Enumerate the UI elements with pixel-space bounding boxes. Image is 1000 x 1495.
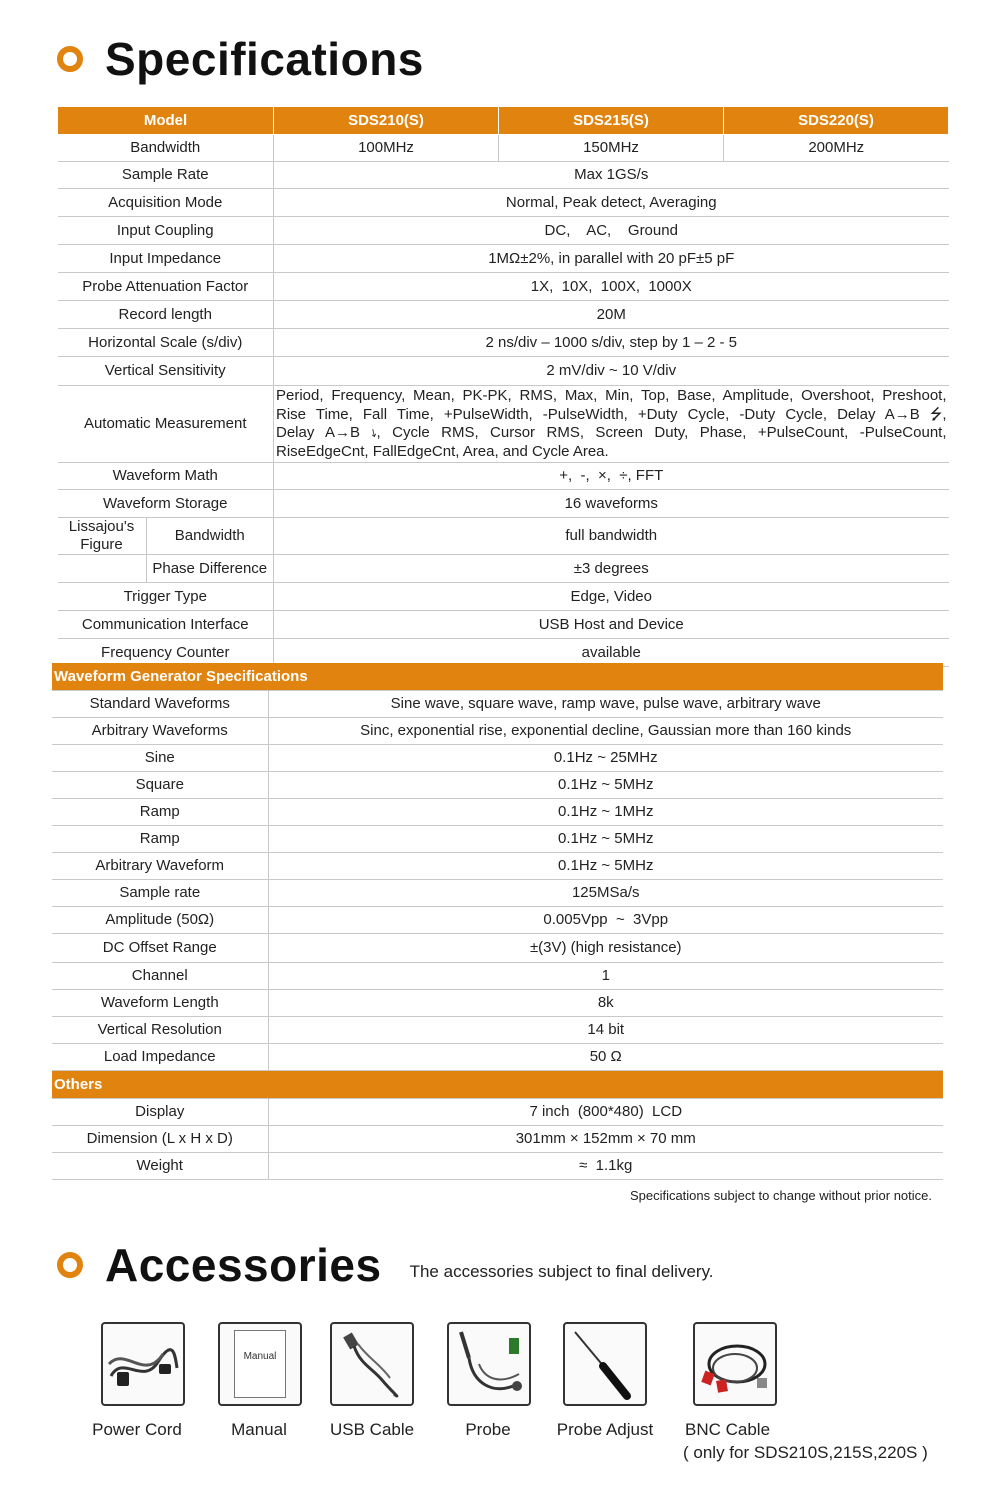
- cell-value: 16 waveforms: [274, 490, 949, 518]
- waveform-generator-table: [52, 663, 943, 1180]
- table-row: [58, 386, 949, 463]
- waveform-generator-title: Waveform Generator Specifications: [52, 663, 943, 691]
- header-model: Model: [58, 107, 274, 135]
- cell-value: 1X, 10X, 100X, 1000X: [274, 273, 949, 301]
- section-band: [52, 663, 943, 691]
- row-label: Channel: [52, 963, 268, 990]
- lissajous-group: [58, 518, 274, 555]
- cell-value: 2 ns/div – 1000 s/div, step by 1 – 2 - 5: [274, 329, 949, 357]
- cell-value: 0.1Hz ~ 5MHz: [268, 772, 943, 799]
- lissajous-group: [58, 555, 274, 583]
- table-row: [58, 301, 949, 329]
- cell-value: DC, AC, Ground: [274, 217, 949, 245]
- row-label: Load Impedance: [52, 1044, 268, 1071]
- cell-value: 0.1Hz ~ 1MHz: [268, 799, 943, 826]
- table-row: [52, 1126, 943, 1153]
- lissajous-label: Lissajou's Figure: [58, 518, 147, 554]
- accessory-note: ( only for SDS210S,215S,220S ): [683, 1443, 928, 1462]
- cell-value: Sine wave, square wave, ramp wave, pulse wave, arbitrary wave: [268, 691, 943, 718]
- row-label: Trigger Type: [58, 583, 274, 611]
- table-row: [58, 135, 949, 162]
- probe-adjust-icon: [563, 1322, 647, 1406]
- cell-value: 20M: [274, 301, 949, 329]
- row-label: Waveform Length: [52, 990, 268, 1017]
- cell-value: 7 inch (800*480) LCD: [268, 1099, 943, 1126]
- cell-value: USB Host and Device: [274, 611, 949, 639]
- table-row: [52, 1153, 943, 1180]
- table-row: [58, 490, 949, 518]
- row-label: Acquisition Mode: [58, 189, 274, 217]
- accessory-probe-adjust: [555, 1322, 655, 1440]
- row-label: Ramp: [52, 799, 268, 826]
- row-label: Weight: [52, 1153, 268, 1180]
- cell-value: 14 bit: [268, 1017, 943, 1044]
- cell-value: full bandwidth: [274, 518, 949, 555]
- table-row: [52, 853, 943, 880]
- manual-document: Manual: [234, 1330, 286, 1398]
- table-row: [52, 907, 943, 934]
- cell-value: Sinc, exponential rise, exponential decline, Gaussian more than 160 kinds: [268, 718, 943, 745]
- table-row: [52, 745, 943, 772]
- cell-value: 200MHz: [724, 135, 949, 162]
- header-sds220: SDS220(S): [724, 107, 949, 135]
- row-label: Sample rate: [52, 880, 268, 907]
- circle-bullet-icon: [57, 46, 83, 72]
- row-label: Waveform Math: [58, 463, 274, 490]
- accessory-power-cord: [92, 1322, 182, 1440]
- cell-value: ±3 degrees: [274, 555, 949, 583]
- cell-value: 0.1Hz ~ 25MHz: [268, 745, 943, 772]
- cell-value: ≈ 1.1kg: [268, 1153, 943, 1180]
- accessory-bnc-cable: [683, 1322, 928, 1463]
- row-label: Communication Interface: [58, 611, 274, 639]
- table-row: [52, 1017, 943, 1044]
- table-row: [52, 691, 943, 718]
- table-row: [58, 583, 949, 611]
- cell-value: 0.1Hz ~ 5MHz: [268, 826, 943, 853]
- cell-value: Edge, Video: [274, 583, 949, 611]
- row-label: Vertical Resolution: [52, 1017, 268, 1044]
- cell-value: available: [274, 639, 949, 667]
- accessories-header: [57, 1238, 714, 1292]
- row-label: Probe Attenuation Factor: [58, 273, 274, 301]
- row-label: Ramp: [52, 826, 268, 853]
- table-row: [58, 555, 949, 583]
- row-label: Amplitude (50Ω): [52, 907, 268, 934]
- others-title: Others: [52, 1071, 943, 1099]
- table-row: [58, 518, 949, 555]
- accessory-label: Manual: [231, 1420, 287, 1439]
- header-sds215: SDS215(S): [499, 107, 724, 135]
- row-label: Sample Rate: [58, 162, 274, 189]
- disclaimer-note: Specifications subject to change without prior notice.: [629, 1188, 932, 1203]
- cell-value: [274, 386, 949, 463]
- table-row: [52, 934, 943, 963]
- cell-value: 8k: [268, 990, 943, 1017]
- accessory-label: BNC Cable: [685, 1420, 771, 1439]
- row-label: Bandwidth: [58, 135, 274, 162]
- accessories-title: Accessories: [105, 1239, 382, 1291]
- row-label: Phase Difference: [152, 559, 268, 577]
- table-row: [58, 273, 949, 301]
- accessory-label: Probe: [465, 1420, 511, 1439]
- table-row: [52, 799, 943, 826]
- row-label: Arbitrary Waveform: [52, 853, 268, 880]
- measure-line: Period, Frequency, Mean, PK-PK, RMS, Max, Min, Top, Base, Amplitude, Overshoot, Preshoot,: [276, 387, 947, 404]
- table-row: [52, 963, 943, 990]
- accessory-label: Power Cord: [92, 1420, 182, 1439]
- cell-value: Max 1GS/s: [274, 162, 949, 189]
- cell-value: ±(3V) (high resistance): [268, 934, 943, 963]
- specifications-table: [57, 106, 949, 667]
- header-sds210: SDS210(S): [274, 107, 499, 135]
- cell-value: +, -, ×, ÷, FFT: [274, 463, 949, 490]
- measure-line: RiseEdgeCnt, FallEdgeCnt, Area, and Cycle Area.: [276, 442, 609, 460]
- row-label: Sine: [52, 745, 268, 772]
- circle-bullet-icon: [57, 1252, 83, 1278]
- measure-line: Rise Time, Fall Time, +PulseWidth, -PulseWidth, +Duty Cycle, -Duty Cycle, Delay A→B ⭍,: [276, 405, 947, 423]
- cell-value: 301mm × 152mm × 70 mm: [268, 1126, 943, 1153]
- row-label: Square: [52, 772, 268, 799]
- table-row: [52, 772, 943, 799]
- table-row: [58, 245, 949, 273]
- row-label: Frequency Counter: [58, 639, 274, 667]
- table-header-row: [58, 107, 949, 135]
- row-label: Vertical Sensitivity: [58, 357, 274, 386]
- row-label: Display: [52, 1099, 268, 1126]
- cell-value: 50 Ω: [268, 1044, 943, 1071]
- section-band: [52, 1071, 943, 1099]
- table-row: [58, 611, 949, 639]
- row-label: Dimension (L x H x D): [52, 1126, 268, 1153]
- cell-value: 1: [268, 963, 943, 990]
- table-row: [58, 189, 949, 217]
- accessory-label: Probe Adjust: [556, 1420, 654, 1439]
- row-label: Waveform Storage: [58, 490, 274, 518]
- row-label: Horizontal Scale (s/div): [58, 329, 274, 357]
- row-label: Automatic Measurement: [58, 386, 274, 463]
- table-row: [58, 162, 949, 189]
- row-label: Record length: [58, 301, 274, 329]
- bnc-cable-icon: [693, 1322, 777, 1406]
- manual-icon: [218, 1322, 302, 1406]
- row-label: Standard Waveforms: [52, 691, 268, 718]
- accessory-usb-cable: [330, 1322, 415, 1440]
- table-row: [52, 1044, 943, 1071]
- accessory-probe: [447, 1322, 529, 1440]
- usb-cable-icon: [330, 1322, 414, 1406]
- table-row: [58, 357, 949, 386]
- cell-value: 150MHz: [499, 135, 724, 162]
- accessory-manual: [218, 1322, 300, 1440]
- cell-value: Normal, Peak detect, Averaging: [274, 189, 949, 217]
- cell-value: 2 mV/div ~ 10 V/div: [274, 357, 949, 386]
- accessories-subtitle: The accessories subject to final delivery.: [409, 1262, 714, 1281]
- table-row: [52, 718, 943, 745]
- table-row: [58, 463, 949, 490]
- cell-value: 1MΩ±2%, in parallel with 20 pF±5 pF: [274, 245, 949, 273]
- row-label: Arbitrary Waveforms: [52, 718, 268, 745]
- table-row: [52, 880, 943, 907]
- row-label: DC Offset Range: [52, 934, 268, 963]
- cell-value: 125MSa/s: [268, 880, 943, 907]
- table-row: [58, 217, 949, 245]
- table-row: [52, 826, 943, 853]
- cell-value: 0.005Vpp ~ 3Vpp: [268, 907, 943, 934]
- specifications-title: Specifications: [105, 33, 424, 85]
- row-label: Bandwidth: [174, 527, 245, 544]
- accessory-label: USB Cable: [330, 1420, 415, 1439]
- row-label: Input Coupling: [58, 217, 274, 245]
- table-row: [52, 990, 943, 1017]
- table-row: [58, 329, 949, 357]
- cell-value: 0.1Hz ~ 5MHz: [268, 853, 943, 880]
- measure-line: Delay A→B ⭏, Cycle RMS, Cursor RMS, Screen Duty, Phase, +PulseCount, -PulseCount,: [276, 424, 947, 441]
- probe-icon: [447, 1322, 531, 1406]
- row-label: Input Impedance: [58, 245, 274, 273]
- table-row: [52, 1099, 943, 1126]
- cell-value: 100MHz: [274, 135, 499, 162]
- specifications-header: [57, 32, 424, 86]
- power-cord-icon: [101, 1322, 185, 1406]
